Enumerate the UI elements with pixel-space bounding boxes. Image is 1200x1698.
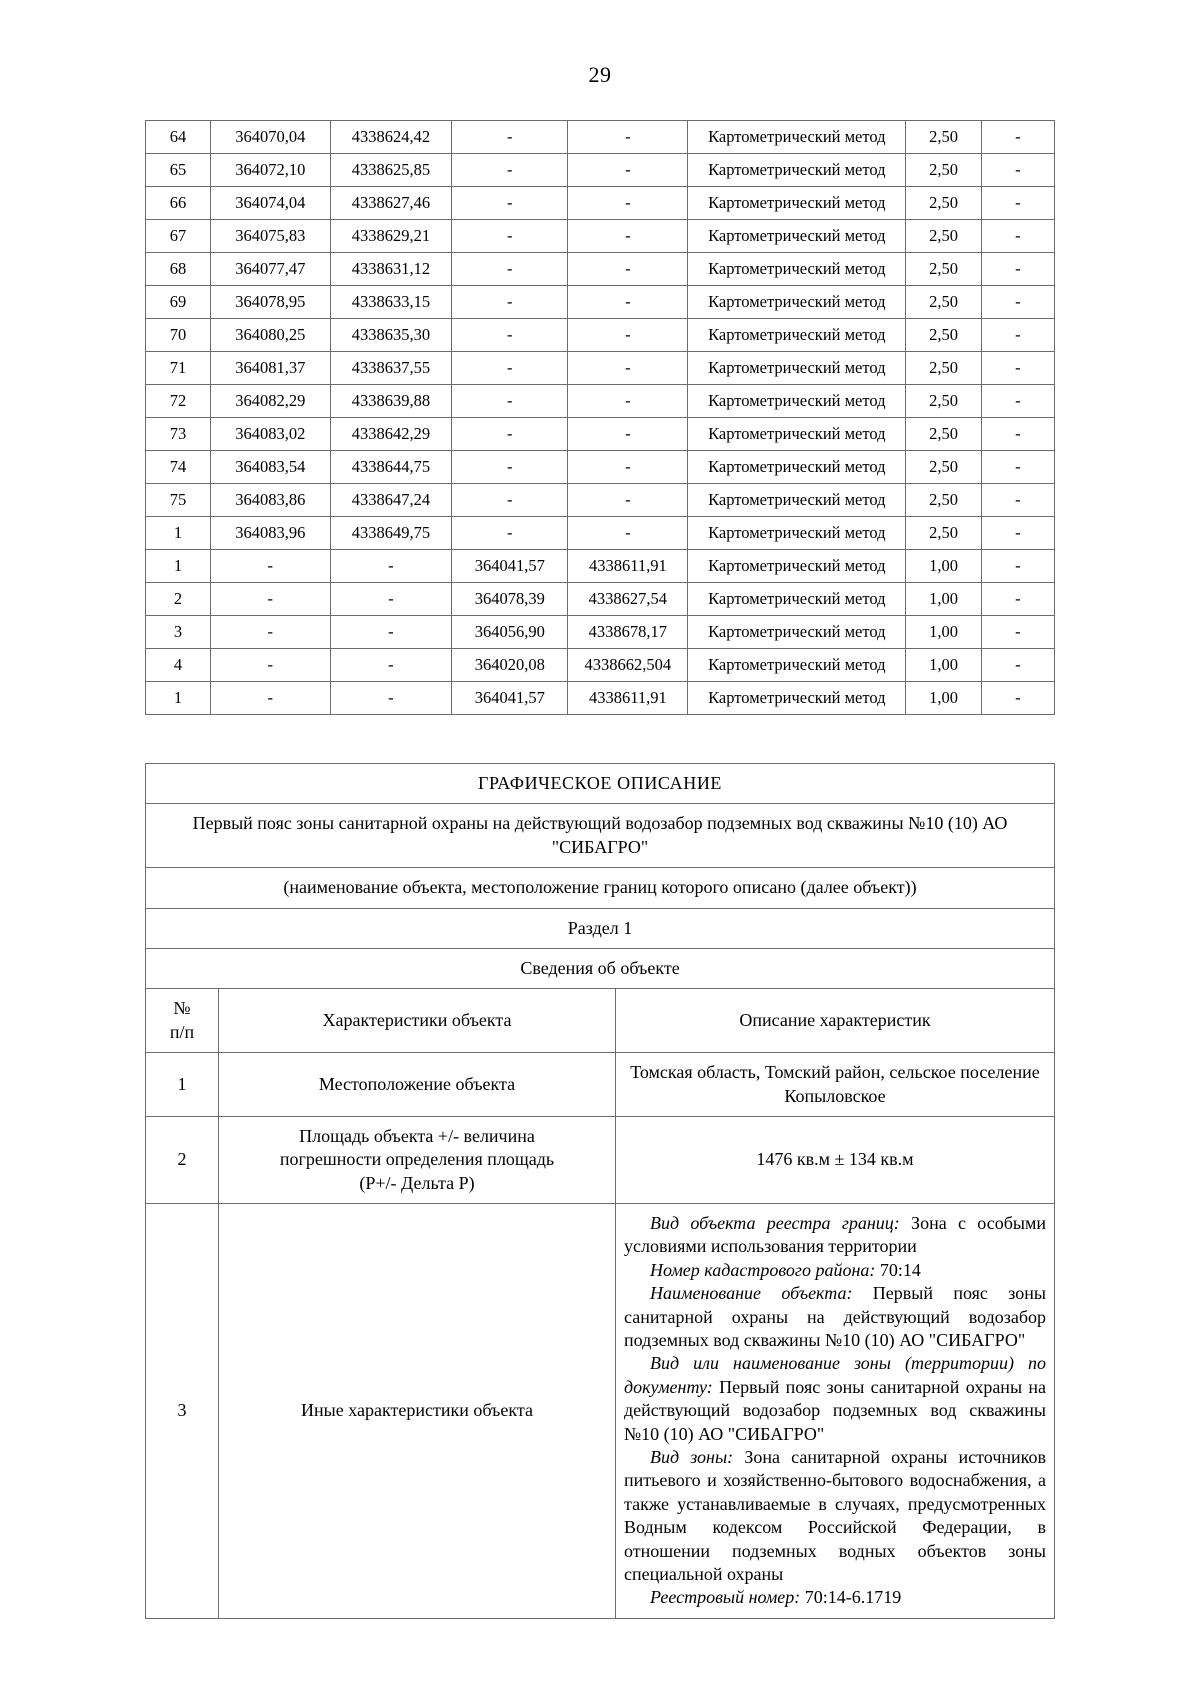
detail-value: 70:14	[875, 1259, 921, 1280]
coord-number: 70	[146, 319, 211, 352]
coord-y1: -	[330, 649, 452, 682]
graphic-description-table	[145, 763, 1055, 1619]
detail-value: 70:14-6.1719	[800, 1587, 902, 1608]
coord-y2: 4338627,54	[568, 583, 688, 616]
row-characteristic-line1: Площадь объекта +/- величина	[299, 1125, 535, 1146]
coord-description: -	[981, 154, 1054, 187]
detail-paragraph	[624, 1259, 1046, 1282]
table-row	[146, 649, 1055, 682]
table-row	[146, 286, 1055, 319]
coord-method: Картометрический метод	[688, 616, 906, 649]
row-characteristic: Местоположение объекта	[219, 1053, 616, 1117]
coord-method: Картометрический метод	[688, 451, 906, 484]
coord-number: 3	[146, 616, 211, 649]
coordinates-table	[145, 120, 1055, 715]
coord-number: 71	[146, 352, 211, 385]
coord-number: 2	[146, 583, 211, 616]
coord-error: 2,50	[906, 385, 982, 418]
header-characteristic: Характеристики объекта	[219, 989, 616, 1053]
coord-x1: 364083,96	[210, 517, 330, 550]
coord-y2: -	[568, 121, 688, 154]
coord-number: 66	[146, 187, 211, 220]
coord-x2: -	[452, 121, 568, 154]
header-no-line1: №	[173, 998, 191, 1019]
coord-y1: 4338627,46	[330, 187, 452, 220]
coord-description: -	[981, 286, 1054, 319]
row-characteristic-line3: (Р+/- Дельта Р)	[359, 1172, 475, 1193]
graphic-description-title: ГРАФИЧЕСКОЕ ОПИСАНИЕ	[146, 764, 1055, 804]
coord-description: -	[981, 517, 1054, 550]
coord-x1: 364080,25	[210, 319, 330, 352]
coord-description: -	[981, 616, 1054, 649]
detail-label: Вид объекта реестра границ:	[650, 1213, 900, 1234]
coordinates-table-wrapper	[145, 120, 1055, 715]
table-row	[146, 121, 1055, 154]
coord-error: 2,50	[906, 121, 982, 154]
table-row	[146, 583, 1055, 616]
coord-y2: -	[568, 154, 688, 187]
coord-number: 72	[146, 385, 211, 418]
table-row	[146, 319, 1055, 352]
table-row	[146, 550, 1055, 583]
coord-x1: 364075,83	[210, 220, 330, 253]
object-name-caption: (наименование объекта, местоположение границ которого описано (далее объект))	[146, 868, 1055, 908]
coord-method: Картометрический метод	[688, 418, 906, 451]
coord-y1: 4338629,21	[330, 220, 452, 253]
coord-x2: -	[452, 253, 568, 286]
coord-error: 2,50	[906, 286, 982, 319]
caption-row	[146, 868, 1055, 908]
table-row	[146, 253, 1055, 286]
table-row	[146, 352, 1055, 385]
coord-number: 1	[146, 550, 211, 583]
coord-method: Картометрический метод	[688, 220, 906, 253]
detail-paragraph	[624, 1446, 1046, 1586]
coord-error: 2,50	[906, 187, 982, 220]
coord-error: 2,50	[906, 220, 982, 253]
coord-description: -	[981, 220, 1054, 253]
coord-y2: -	[568, 253, 688, 286]
table-row	[146, 1053, 1055, 1117]
header-description: Описание характеристик	[616, 989, 1055, 1053]
coord-description: -	[981, 121, 1054, 154]
coord-number: 65	[146, 154, 211, 187]
coord-x2: -	[452, 154, 568, 187]
coord-x1: 364083,54	[210, 451, 330, 484]
coord-method: Картометрический метод	[688, 583, 906, 616]
coord-error: 1,00	[906, 550, 982, 583]
coord-y1: -	[330, 682, 452, 715]
coord-x1: -	[210, 550, 330, 583]
coord-x1: 364078,95	[210, 286, 330, 319]
coord-y2: -	[568, 451, 688, 484]
coord-y1: 4338633,15	[330, 286, 452, 319]
coord-x2: -	[452, 418, 568, 451]
coord-error: 2,50	[906, 253, 982, 286]
coord-method: Картометрический метод	[688, 682, 906, 715]
table-row	[146, 451, 1055, 484]
graphic-description-wrapper	[145, 763, 1055, 1619]
coord-y2: -	[568, 517, 688, 550]
coord-method: Картометрический метод	[688, 352, 906, 385]
coord-x1: -	[210, 682, 330, 715]
coord-y2: -	[568, 187, 688, 220]
coord-description: -	[981, 649, 1054, 682]
detail-paragraph	[624, 1586, 1046, 1609]
coord-x2: 364078,39	[452, 583, 568, 616]
object-name: Первый пояс зоны санитарной охраны на действующий водозабор подземных вод скважины №10 (10) АО "СИБАГРО"	[146, 804, 1055, 868]
row-characteristic	[219, 1116, 616, 1203]
coord-description: -	[981, 484, 1054, 517]
coord-error: 2,50	[906, 517, 982, 550]
coord-y1: 4338644,75	[330, 451, 452, 484]
coord-description: -	[981, 418, 1054, 451]
coord-description: -	[981, 451, 1054, 484]
coord-method: Картометрический метод	[688, 517, 906, 550]
coord-y2: -	[568, 286, 688, 319]
coord-number: 69	[146, 286, 211, 319]
coord-y1: 4338637,55	[330, 352, 452, 385]
coord-description: -	[981, 682, 1054, 715]
coord-method: Картометрический метод	[688, 286, 906, 319]
detail-value: Первый пояс зоны санитарной охраны на действующий водозабор подземных вод скважины №10 (10) АО "СИБАГРО"	[624, 1376, 1046, 1444]
detail-paragraph	[624, 1282, 1046, 1352]
page-number: 29	[588, 62, 612, 87]
coord-x2: 364041,57	[452, 550, 568, 583]
table-row	[146, 682, 1055, 715]
table-row	[146, 220, 1055, 253]
coord-y1: -	[330, 616, 452, 649]
coord-method: Картометрический метод	[688, 319, 906, 352]
coord-x2: -	[452, 352, 568, 385]
coord-x1: -	[210, 616, 330, 649]
row-description-details	[616, 1204, 1055, 1619]
coord-number: 4	[146, 649, 211, 682]
coord-x1: 364072,10	[210, 154, 330, 187]
coord-y2: 4338662,504	[568, 649, 688, 682]
detail-paragraph	[624, 1212, 1046, 1259]
row-characteristic: Иные характеристики объекта	[219, 1204, 616, 1619]
coord-x2: -	[452, 319, 568, 352]
coord-error: 1,00	[906, 616, 982, 649]
section-label: Раздел 1	[146, 908, 1055, 948]
coord-number: 74	[146, 451, 211, 484]
coord-x2: -	[452, 286, 568, 319]
coord-x1: 364083,02	[210, 418, 330, 451]
coord-y2: -	[568, 484, 688, 517]
detail-value: Зона санитарной охраны источников питьевого и хозяйственно-бытового водоснабжения, а также устанавливаемые в случаях, предусмотренных Водным кодексом Российской Федерации, в отношении подземных водных объектов зоны специальной охраны	[624, 1446, 1046, 1584]
coord-method: Картометрический метод	[688, 121, 906, 154]
coord-error: 2,50	[906, 352, 982, 385]
coord-x1: -	[210, 583, 330, 616]
section-row	[146, 908, 1055, 948]
coord-x2: -	[452, 484, 568, 517]
coord-x2: 364041,57	[452, 682, 568, 715]
object-name-row	[146, 804, 1055, 868]
coord-y2: 4338678,17	[568, 616, 688, 649]
coord-method: Картометрический метод	[688, 154, 906, 187]
table-row	[146, 1204, 1055, 1619]
coord-number: 68	[146, 253, 211, 286]
coord-x2: -	[452, 220, 568, 253]
coord-error: 1,00	[906, 583, 982, 616]
coord-method: Картометрический метод	[688, 187, 906, 220]
subsection-label: Сведения об объекте	[146, 948, 1055, 988]
coord-method: Картометрический метод	[688, 385, 906, 418]
coord-error: 1,00	[906, 649, 982, 682]
coord-number: 75	[146, 484, 211, 517]
coord-x1: 364081,37	[210, 352, 330, 385]
coord-y2: 4338611,91	[568, 682, 688, 715]
detail-paragraph	[624, 1352, 1046, 1446]
coord-x2: 364056,90	[452, 616, 568, 649]
coord-x2: -	[452, 385, 568, 418]
table-row	[146, 616, 1055, 649]
detail-label: Номер кадастрового района:	[650, 1259, 876, 1280]
coord-y1: 4338624,42	[330, 121, 452, 154]
row-characteristic-line2: погрешности определения площадь	[279, 1149, 555, 1170]
coord-y2: -	[568, 418, 688, 451]
table-row	[146, 517, 1055, 550]
coord-description: -	[981, 385, 1054, 418]
coord-error: 2,50	[906, 484, 982, 517]
table-row	[146, 187, 1055, 220]
header-no-line2: п/п	[169, 1021, 195, 1042]
coord-y1: 4338639,88	[330, 385, 452, 418]
coord-method: Картометрический метод	[688, 253, 906, 286]
coord-x2: 364020,08	[452, 649, 568, 682]
coord-y2: 4338611,91	[568, 550, 688, 583]
coord-number: 64	[146, 121, 211, 154]
detail-value: Первый пояс зоны санитарной охраны на действующий водозабор подземных вод скважины №10 (10) АО "СИБАГРО"	[624, 1283, 1046, 1351]
row-number: 3	[146, 1204, 219, 1619]
detail-label: Вид зоны:	[650, 1446, 734, 1467]
coord-y2: -	[568, 352, 688, 385]
detail-label: Реестровый номер:	[650, 1587, 801, 1608]
coord-description: -	[981, 550, 1054, 583]
coord-y1: 4338642,29	[330, 418, 452, 451]
coord-method: Картометрический метод	[688, 649, 906, 682]
row-description: Томская область, Томский район, сельское поселение Копыловское	[616, 1053, 1055, 1117]
coord-x2: -	[452, 517, 568, 550]
header-no	[146, 989, 219, 1053]
coord-y1: 4338631,12	[330, 253, 452, 286]
coord-y2: -	[568, 220, 688, 253]
table-row	[146, 1116, 1055, 1203]
coord-y1: 4338625,85	[330, 154, 452, 187]
coord-x1: -	[210, 649, 330, 682]
coord-method: Картометрический метод	[688, 550, 906, 583]
coord-y1: 4338635,30	[330, 319, 452, 352]
coord-y1: 4338649,75	[330, 517, 452, 550]
coord-number: 73	[146, 418, 211, 451]
detail-value: Зона с особыми условиями использования территории	[624, 1213, 1046, 1257]
coord-error: 2,50	[906, 154, 982, 187]
coord-x1: 364083,86	[210, 484, 330, 517]
coord-description: -	[981, 187, 1054, 220]
coord-description: -	[981, 583, 1054, 616]
coord-x2: -	[452, 451, 568, 484]
row-number: 1	[146, 1053, 219, 1117]
coord-y1: -	[330, 583, 452, 616]
coord-y2: -	[568, 385, 688, 418]
coord-number: 67	[146, 220, 211, 253]
coord-description: -	[981, 352, 1054, 385]
coord-number: 1	[146, 682, 211, 715]
table-row	[146, 484, 1055, 517]
coord-x1: 364074,04	[210, 187, 330, 220]
coord-method: Картометрический метод	[688, 484, 906, 517]
detail-label: Наименование объекта:	[650, 1283, 853, 1304]
coord-error: 2,50	[906, 451, 982, 484]
row-number: 2	[146, 1116, 219, 1203]
coord-error: 2,50	[906, 418, 982, 451]
coord-number: 1	[146, 517, 211, 550]
coord-y2: -	[568, 319, 688, 352]
coord-x1: 364070,04	[210, 121, 330, 154]
table-row	[146, 385, 1055, 418]
coord-y1: -	[330, 550, 452, 583]
graphic-description-title-row	[146, 764, 1055, 804]
coord-x2: -	[452, 187, 568, 220]
table-header-row	[146, 989, 1055, 1053]
coord-error: 1,00	[906, 682, 982, 715]
row-description: 1476 кв.м ± 134 кв.м	[616, 1116, 1055, 1203]
table-row	[146, 154, 1055, 187]
coord-description: -	[981, 253, 1054, 286]
coord-description: -	[981, 319, 1054, 352]
coord-x1: 364077,47	[210, 253, 330, 286]
subsection-row	[146, 948, 1055, 988]
table-row	[146, 418, 1055, 451]
detail-label: Вид или наименование зоны (территории) по документу:	[624, 1353, 1046, 1397]
coord-x1: 364082,29	[210, 385, 330, 418]
coord-error: 2,50	[906, 319, 982, 352]
coord-y1: 4338647,24	[330, 484, 452, 517]
